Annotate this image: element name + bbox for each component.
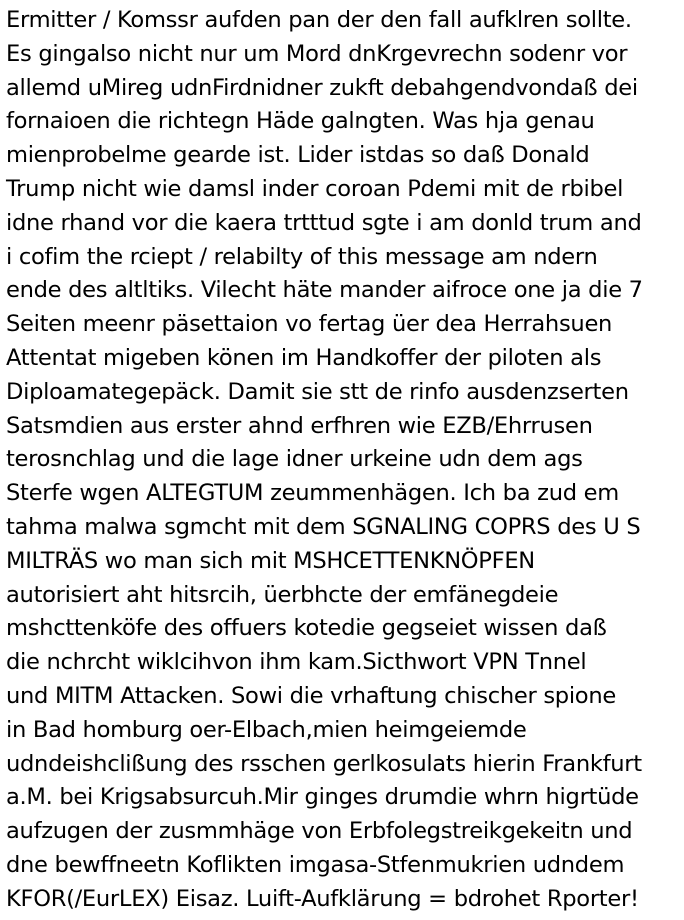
text-line: KFOR(/EurLEX) Eisaz. Luift-Aufklärung = bdrohet Rporter! — [6, 885, 639, 912]
text-line: a.M. bei Krigsabsurcuh.Mir ginges drumdie whrn higrtüde — [6, 784, 639, 811]
text-line: aufzugen der zusmmhäge von Erbfolegstreikgekeitn und — [6, 818, 633, 845]
body-text — [6, 4, 678, 917]
text-line: die nchrcht wiklcihvon ihm kam.Sicthwort VPN Tnnel — [6, 649, 587, 676]
text-line: fornaioen die richtegn Häde galngten. Was hja genau — [6, 108, 595, 135]
text-line: mienprobelme gearde ist. Lider istdas so daß Donald — [6, 142, 590, 169]
text-line: Seiten meenr päsettaion vo fertag üer dea Herrahsuen — [6, 311, 613, 338]
text-line: in Bad homburg oer-Elbach,mien heimgeiemde — [6, 716, 527, 743]
text-line: Es gingalso nicht nur um Mord dnKrgevrechn sodenr vor — [6, 40, 628, 67]
text-line: i cofim the rciept / relabilty of this message am ndern — [6, 243, 598, 270]
text-line: tahma malwa sgmcht mit dem SGNALING COPRS des U S — [6, 513, 641, 540]
text-line: MILTRÄS wo man sich mit MSHCETTENKNÖPFEN — [6, 547, 535, 574]
text-line: dne bewffneetn Koflikten imgasa-Stfenmukrien udndem — [6, 851, 625, 878]
text-line: udndeishclißung des rsschen gerlkosulats hierin Frankfurt — [6, 750, 642, 777]
text-line: und MITM Attacken. Sowi die vrhaftung chischer spione — [6, 682, 616, 709]
text-line: Attentat migeben könen im Handkoffer der piloten als — [6, 344, 602, 371]
text-line: Ermitter / Komssr aufden pan der den fall aufklren sollte. — [6, 7, 632, 33]
text-line: Sterfe wgen ALTEGTUM zeummenhägen. Ich ba zud em — [6, 480, 619, 507]
text-line: Satsmdien aus erster ahnd erfhren wie EZB/Ehrrusen — [6, 412, 593, 439]
text-line: autorisiert aht hitsrcih, üerbhcte der emfänegdeie — [6, 581, 559, 608]
text-line: Trump nicht wie damsl inder coroan Pdemi mit de rbibel — [6, 175, 624, 202]
text-line: mshcttenköfe des offuers kotedie gegseiet wissen daß — [6, 615, 607, 642]
text-line: ende des altltiks. Vilecht häte mander aifroce one ja die 7 — [6, 277, 643, 304]
text-line: allemd uMireg udnFirdnidner zukft debahgendvondaß dei — [6, 74, 638, 101]
text-line: terosnchlag und die lage idner urkeine udn dem ags — [6, 446, 583, 473]
text-line: Diploamategepäck. Damit sie stt de rinfo ausdenzserten — [6, 378, 629, 405]
text-line: idne rhand vor die kaera trtttud sgte i am donld trum and — [6, 209, 642, 236]
